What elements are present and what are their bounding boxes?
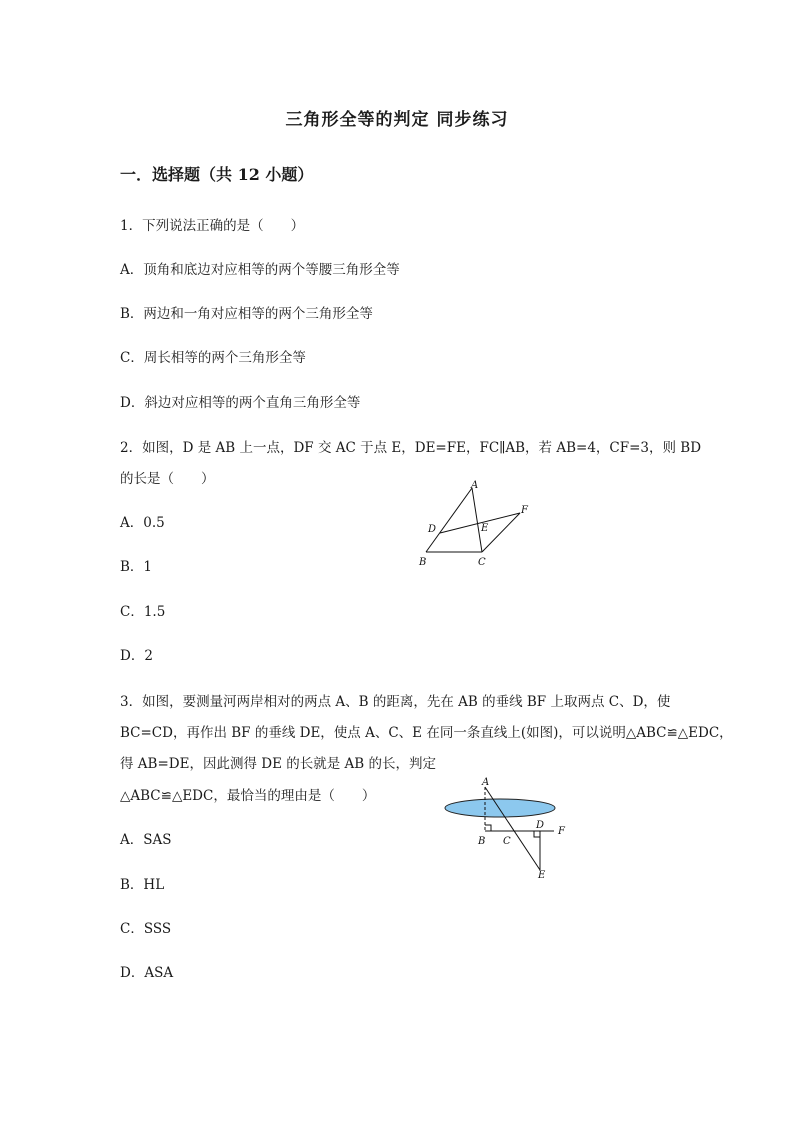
q2-stem-line2: 的长是（ ） bbox=[120, 471, 215, 487]
q1-option-b: B．两边和一角对应相等的两个三角形全等 bbox=[120, 306, 373, 322]
q3-label-e: E bbox=[538, 870, 546, 881]
q3-label-d: D bbox=[536, 820, 545, 831]
q3-option-c: C．SSS bbox=[120, 921, 172, 937]
q2-label-e: E bbox=[481, 523, 489, 534]
q2-label-b: B bbox=[419, 557, 427, 568]
section-heading: 一．选择题（共 12 小题） bbox=[120, 165, 314, 184]
q1-option-c: C．周长相等的两个三角形全等 bbox=[120, 350, 306, 366]
q1-option-a: A．顶角和底边对应相等的两个等腰三角形全等 bbox=[120, 262, 400, 278]
q1-stem: 1．下列说法正确的是（ ） bbox=[120, 218, 305, 234]
q2-option-c: C．1.5 bbox=[120, 604, 166, 620]
q3-option-a: A．SAS bbox=[120, 832, 172, 848]
q2-stem-line1: 2．如图，D 是 AB 上一点，DF 交 AC 于点 E，DE=FE，FC∥AB，若 AB=4，CF=3，则 BD bbox=[120, 440, 702, 456]
q3-label-f: F bbox=[558, 826, 565, 837]
q2-figure bbox=[410, 476, 540, 572]
q2-option-a: A．0.5 bbox=[120, 515, 165, 531]
q3-stem-line4: △ABC≌△EDC，最恰当的理由是（ ） bbox=[120, 788, 376, 804]
q3-stem-line2: BC=CD，再作出 BF 的垂线 DE，使点 A、C、E 在同一条直线上(如图)，可以说明△ABC≌△EDC， bbox=[120, 725, 733, 741]
q2-label-d: D bbox=[428, 524, 437, 535]
q3-label-a: A bbox=[482, 777, 490, 788]
q2-label-f: F bbox=[521, 505, 528, 516]
q2-option-b: B．1 bbox=[120, 559, 153, 575]
q3-right-angle-d bbox=[534, 831, 540, 837]
q3-stem-line1: 3．如图，要测量河两岸相对的两点 A、B 的距离，先在 AB 的垂线 BF 上取两点 C、D，使 bbox=[120, 694, 671, 710]
q3-option-b: B．HL bbox=[120, 877, 165, 893]
q3-figure bbox=[436, 772, 576, 884]
river-shape bbox=[445, 799, 555, 817]
q3-stem-line3: 得 AB=DE，因此测得 DE 的长就是 AB 的长，判定 bbox=[120, 756, 436, 772]
q3-label-c: C bbox=[503, 836, 511, 847]
q2-segment-ba bbox=[426, 488, 472, 552]
q2-label-c: C bbox=[478, 557, 486, 568]
q3-right-angle-b bbox=[485, 825, 491, 831]
q1-option-d: D．斜边对应相等的两个直角三角形全等 bbox=[120, 395, 361, 411]
q2-label-a: A bbox=[471, 480, 479, 491]
q3-label-b: B bbox=[478, 836, 486, 847]
q2-segment-ac bbox=[472, 488, 482, 552]
q2-option-d: D．2 bbox=[120, 648, 153, 664]
page-title: 三角形全等的判定 同步练习 bbox=[285, 110, 509, 130]
q3-option-d: D．ASA bbox=[120, 965, 174, 981]
